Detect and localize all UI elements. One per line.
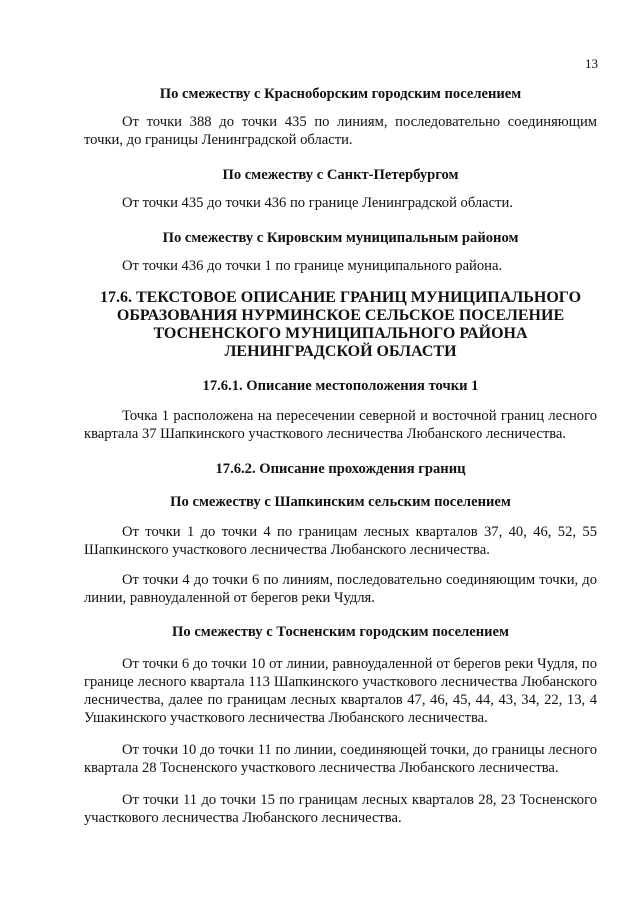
paragraph-points-4-6: От точки 4 до точки 6 по линиям, последовательно соединяющим точки, до линии, равноудаленной от берегов реки Чудля.: [84, 572, 597, 606]
paragraph-points-11-15: От точки 11 до точки 15 по границам лесных кварталов 28, 23 Тосненского участкового лесничества Любанского лесничества.: [84, 792, 597, 826]
heading-shapkinsk: По смежеству с Шапкинским сельским поселением: [170, 494, 511, 510]
section-title-17-6: [84, 289, 597, 361]
section-title-line: 17.6. ТЕКСТОВОЕ ОПИСАНИЕ ГРАНИЦ МУНИЦИПАЛЬНОГО: [99, 289, 582, 306]
paragraph-points-6-10: От точки 6 до точки 10 от линии, равноудаленной от берегов реки Чудля, по границе лесного квартала 113 Шапкинского участкового лесничества Любанского лесничества, далее по границам лесных кварталов 47, 46, 45, 44, 43, 34, 22, 13, 4 Ушакинского участкового лесничества Любанского лесничества.: [84, 656, 597, 726]
paragraph-spb: От точки 435 до точки 436 по границе Ленинградской области.: [122, 195, 513, 211]
section-title-line: ЛЕНИНГРАДСКОЙ ОБЛАСТИ: [224, 343, 457, 360]
section-title-line: ТОСНЕНСКОГО МУНИЦИПАЛЬНОГО РАЙОНА: [153, 325, 528, 342]
section-title-line: ОБРАЗОВАНИЯ НУРМИНСКОЕ СЕЛЬСКОЕ ПОСЕЛЕНИЕ: [116, 307, 565, 324]
document-body: [84, 85, 597, 827]
subheading-17-6-2: 17.6.2. Описание прохождения границ: [215, 461, 466, 477]
heading-kirovsk: По смежеству с Кировским муниципальным районом: [162, 230, 519, 246]
subheading-17-6-1: 17.6.1. Описание местоположения точки 1: [202, 378, 479, 394]
page-number: 13: [585, 56, 598, 71]
paragraph-points-1-4: От точки 1 до точки 4 по границам лесных кварталов 37, 40, 46, 52, 55 Шапкинского участкового лесничества Любанского лесничества.: [84, 524, 597, 558]
paragraph-kirovsk: От точки 436 до точки 1 по границе муниципального района.: [122, 258, 503, 274]
paragraph-points-10-11: От точки 10 до точки 11 по линии, соединяющей точки, до границы лесного квартала 28 Тосненского участкового лесничества Любанского лесничества.: [84, 742, 597, 776]
heading-krasnoborsk: По смежеству с Красноборским городским поселением: [159, 86, 522, 102]
paragraph-point-1: Точка 1 расположена на пересечении северной и восточной границ лесного квартала 37 Шапкинского участкового лесничества Любанского лесничества.: [84, 408, 597, 442]
heading-spb: По смежеству с Санкт-Петербургом: [222, 167, 459, 183]
paragraph-krasnoborsk: От точки 388 до точки 435 по линиям, последовательно соединяющим точки, до границы Ленинградской области.: [84, 114, 597, 148]
heading-tosnensk: По смежеству с Тосненским городским поселением: [172, 624, 509, 640]
